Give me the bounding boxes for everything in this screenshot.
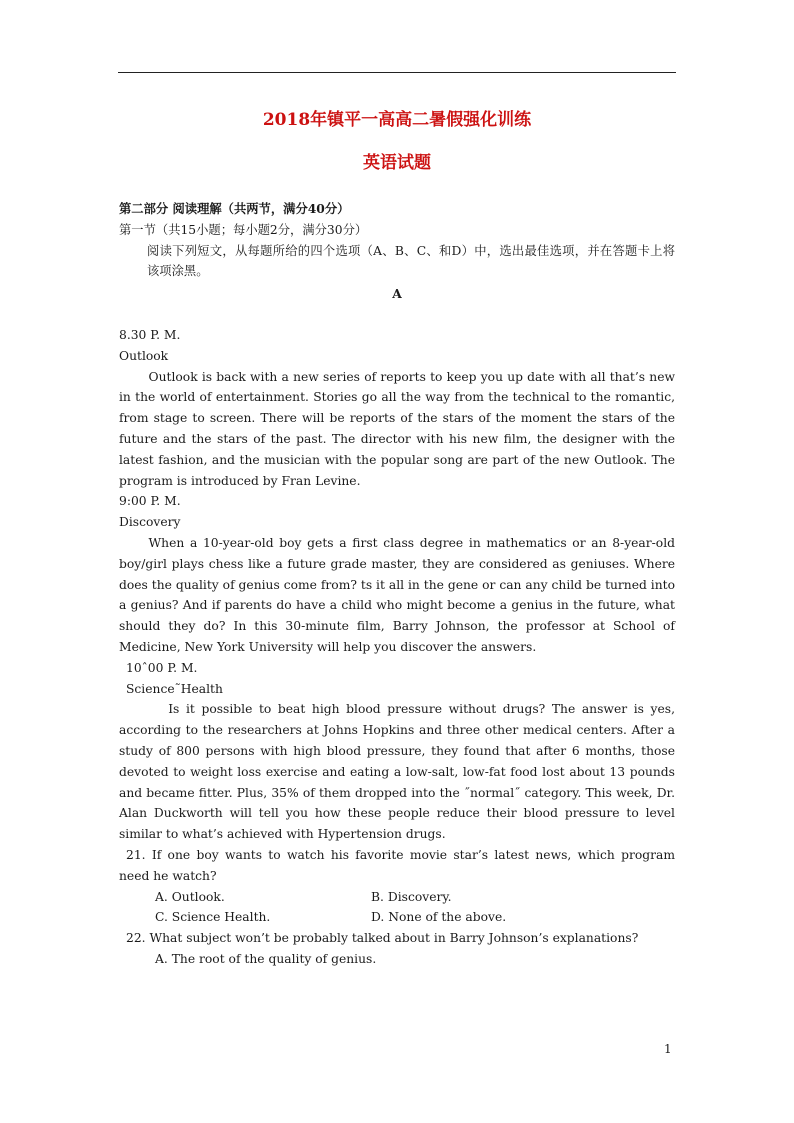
program-name: Outlook: [119, 348, 169, 363]
option-b: B. Discovery.: [371, 889, 452, 904]
question-options-row: [119, 887, 675, 908]
page-number: 1: [664, 1042, 672, 1056]
program-description: Outlook is back with a new series of reports to keep you up date with all that’s new in the world of entertainment. Stories go all the way from the technical to the romantic, from stage to screen. There will be reports of the stars of the moment the stars of the future and the stars of the past. The director with his new film, the designer with the latest fashion, and the musician with the popular song are part of the new Outlook. The program is introduced by Fran Levine.: [119, 369, 675, 488]
header-rule: [118, 72, 676, 73]
program-description: When a 10-year-old boy gets a first class degree in mathematics or an 8-year-old boy/girl plays chess like a future grade master, they are considered as geniuses. Where does the quality of genius come from? ts it all in the gene or can any child be turned into a genius? And if parents do have a child who might become a genius in the future, what should they do? In this 30-minute film, Barry Johnson, the professor at School of Medicine, New York University will help you discover the answers.: [119, 535, 675, 654]
question-options-row: [119, 907, 675, 928]
option-c: C. Science Health.: [155, 910, 271, 925]
option-d: D. None of the above.: [371, 910, 507, 925]
option-a: A. Outlook.: [155, 889, 225, 904]
passage-label: A: [392, 286, 402, 302]
document-title: 2018年镇平一高高二暑假强化训练: [262, 110, 532, 130]
instruction-text: 阅读下列短文，从每题所给的四个选项（A、B、C、和D）中，选出最佳选项，并在答题卡上将该项涂黑。: [147, 243, 675, 279]
question-stem: 21. If one boy wants to watch his favorite movie star’s latest news, which program need he watch?: [119, 847, 675, 883]
program-time: 9:00 P. M.: [119, 494, 181, 509]
program-name: Science˜Health: [126, 681, 223, 696]
option-a: A. The root of the quality of genius.: [155, 951, 377, 966]
section-part: 第一节（共15小题；每小题2分，满分30分）: [119, 222, 368, 237]
program-time: 10ˆ00 P. M.: [126, 660, 198, 675]
section-heading: 第二部分 阅读理解（共两节，满分40分）: [119, 201, 350, 216]
document-body: [119, 199, 675, 970]
program-description: Is it possible to beat high blood pressure without drugs? The answer is yes, according to the researchers at Johns Hopkins and three other medical centers. After a study of 800 persons with high blood pressure, they found that after 6 months, those devoted to weight loss exercise and eating a low-salt, low-fat food lost about 13 pounds and became fitter. Plus, 35% of them dropped into the ˝normal˝ category. This week, Dr. Alan Duckworth will tell you how these people reduce their blood pressure to level similar to what’s achieved with Hypertension drugs.: [119, 702, 675, 842]
question-stem: 22. What subject won’t be probably talked about in Barry Johnson’s explanations?: [126, 931, 639, 946]
program-time: 8.30 P. M.: [119, 327, 181, 342]
question-options-row: [119, 949, 675, 970]
document-subtitle: 英语试题: [363, 153, 431, 173]
program-name: Discovery: [119, 515, 181, 530]
